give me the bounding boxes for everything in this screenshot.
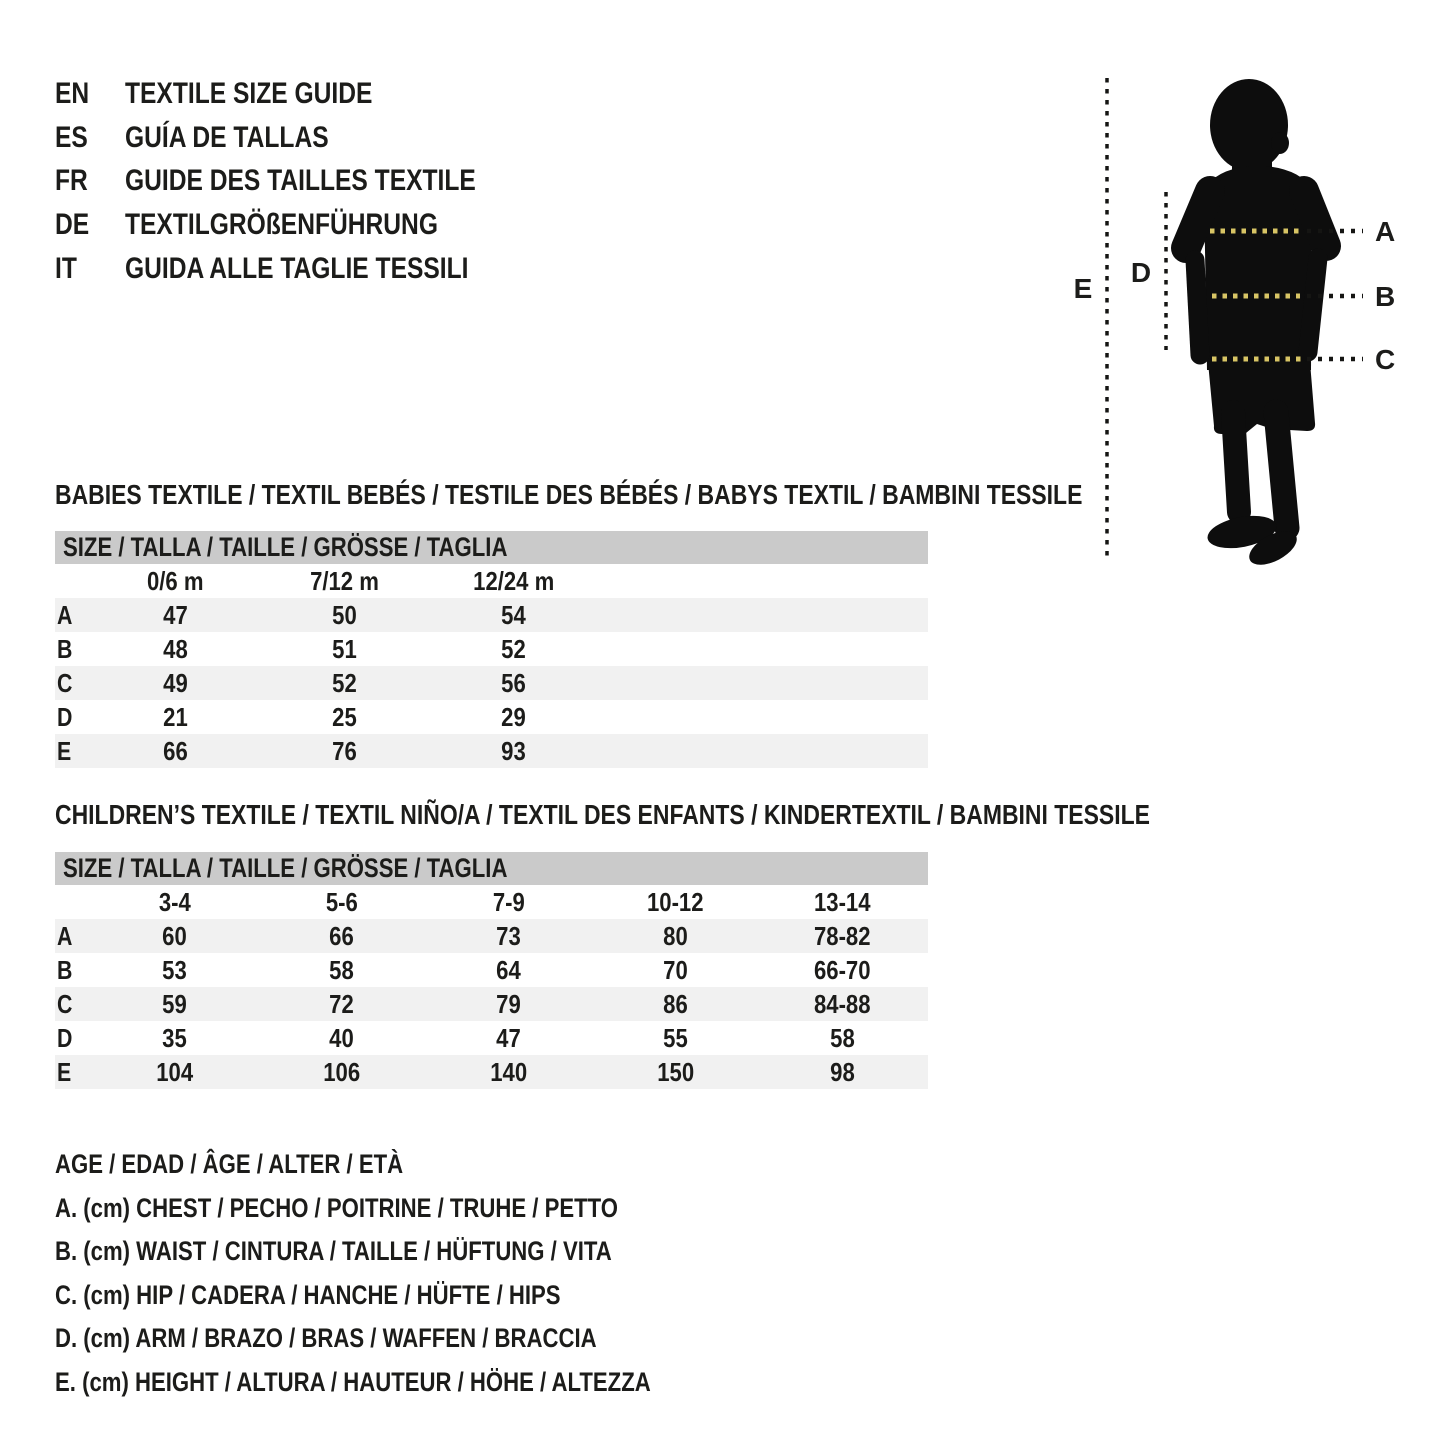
marker-label-d: D xyxy=(1130,257,1152,288)
marker-label-a: A xyxy=(1375,216,1396,247)
language-code: IT xyxy=(55,251,77,285)
language-row xyxy=(55,247,553,291)
marker-label-c: C xyxy=(1375,344,1396,375)
language-row xyxy=(55,203,553,247)
babies-column-header-row xyxy=(55,564,928,598)
column-header: 3-4 xyxy=(158,886,191,917)
language-title: GUIDE DES TAILLES TEXTILE xyxy=(125,164,476,198)
row-letter: C xyxy=(57,667,73,698)
language-title: GUIDA ALLE TAGLIE TESSILI xyxy=(125,251,469,285)
row-letter: D xyxy=(57,701,73,732)
language-row xyxy=(55,72,553,116)
measurement-legend xyxy=(55,1143,781,1404)
language-code: FR xyxy=(55,164,88,198)
children-section-title: CHILDREN’S TEXTILE / TEXTIL NIÑO/A / TEXTIL DES ENFANTS / KINDERTEXTIL / BAMBINI TESSILE xyxy=(55,799,1150,830)
babies-section-title: BABIES TEXTILE / TEXTIL BEBÉS / TESTILE DES BÉBÉS / BABYS TEXTIL / BAMBINI TESSILE xyxy=(55,479,1083,510)
row-letter: C xyxy=(57,988,73,1019)
legend-line-hip: C. (cm) HIP / CADERA / HANCHE / HÜFTE / HIPS xyxy=(55,1279,561,1310)
legend-line-waist: B. (cm) WAIST / CINTURA / TAILLE / HÜFTUNG / VITA xyxy=(55,1236,612,1266)
language-row xyxy=(55,116,553,160)
row-letter: A xyxy=(57,920,73,951)
column-header: 13-14 xyxy=(814,886,871,917)
legend-line-height: E. (cm) HEIGHT / ALTURA / HAUTEUR / HÖHE / ALTEZZA xyxy=(55,1366,651,1397)
babies-size-table xyxy=(55,531,928,768)
column-header: 7-9 xyxy=(492,886,525,917)
language-title: TEXTILE SIZE GUIDE xyxy=(125,77,373,110)
table-row: E 104 106 140 150 98 xyxy=(55,1055,928,1089)
marker-label-b: B xyxy=(1375,281,1396,312)
row-letter: E xyxy=(57,1056,72,1087)
table-row: D 35 40 47 55 58 xyxy=(57,1022,855,1053)
children-column-header-row xyxy=(55,885,928,919)
language-code: EN xyxy=(55,77,90,110)
column-header: 10-12 xyxy=(647,886,704,917)
legend-line-arm: D. (cm) ARM / BRAZO / BRAS / WAFFEN / BRACCIA xyxy=(55,1323,597,1353)
language-title-list xyxy=(55,72,553,291)
table-row: B 48 51 52 xyxy=(57,633,526,664)
children-size-table xyxy=(55,852,928,1089)
column-header: 5-6 xyxy=(325,886,358,917)
row-letter: A xyxy=(57,599,73,630)
legend-line-chest: A. (cm) CHEST / PECHO / POITRINE / TRUHE / PETTO xyxy=(55,1192,618,1223)
table-row: A 47 50 54 xyxy=(55,598,928,632)
column-header: 12/24 m xyxy=(472,565,555,596)
language-title: GUÍA DE TALLAS xyxy=(125,120,329,154)
legend-line-age: AGE / EDAD / ÂGE / ALTER / ETÀ xyxy=(55,1149,404,1179)
language-code: ES xyxy=(55,120,88,154)
row-letter: B xyxy=(57,954,73,985)
column-header: 7/12 m xyxy=(310,565,379,596)
language-row xyxy=(55,159,553,203)
table-row: A 60 66 73 80 78-82 xyxy=(55,919,928,953)
row-letter: D xyxy=(57,1022,73,1053)
table-row: C 49 52 56 xyxy=(55,666,928,700)
language-title: TEXTILGRÖßENFÜHRUNG xyxy=(125,208,438,242)
column-header: 0/6 m xyxy=(147,565,204,596)
table-row: D 21 25 29 xyxy=(57,701,526,732)
language-code: DE xyxy=(55,208,90,242)
marker-label-e: E xyxy=(1073,273,1093,304)
row-letter: E xyxy=(57,735,72,766)
row-letter: B xyxy=(57,633,73,664)
size-header-bar: SIZE / TALLA / TAILLE / GRÖSSE / TAGLIA xyxy=(55,852,928,885)
size-header-bar: SIZE / TALLA / TAILLE / GRÖSSE / TAGLIA xyxy=(55,531,928,564)
table-row: B 53 58 64 70 66-70 xyxy=(57,954,871,985)
table-row: E 66 76 93 xyxy=(55,734,928,768)
table-row: C 59 72 79 86 84-88 xyxy=(55,987,928,1021)
